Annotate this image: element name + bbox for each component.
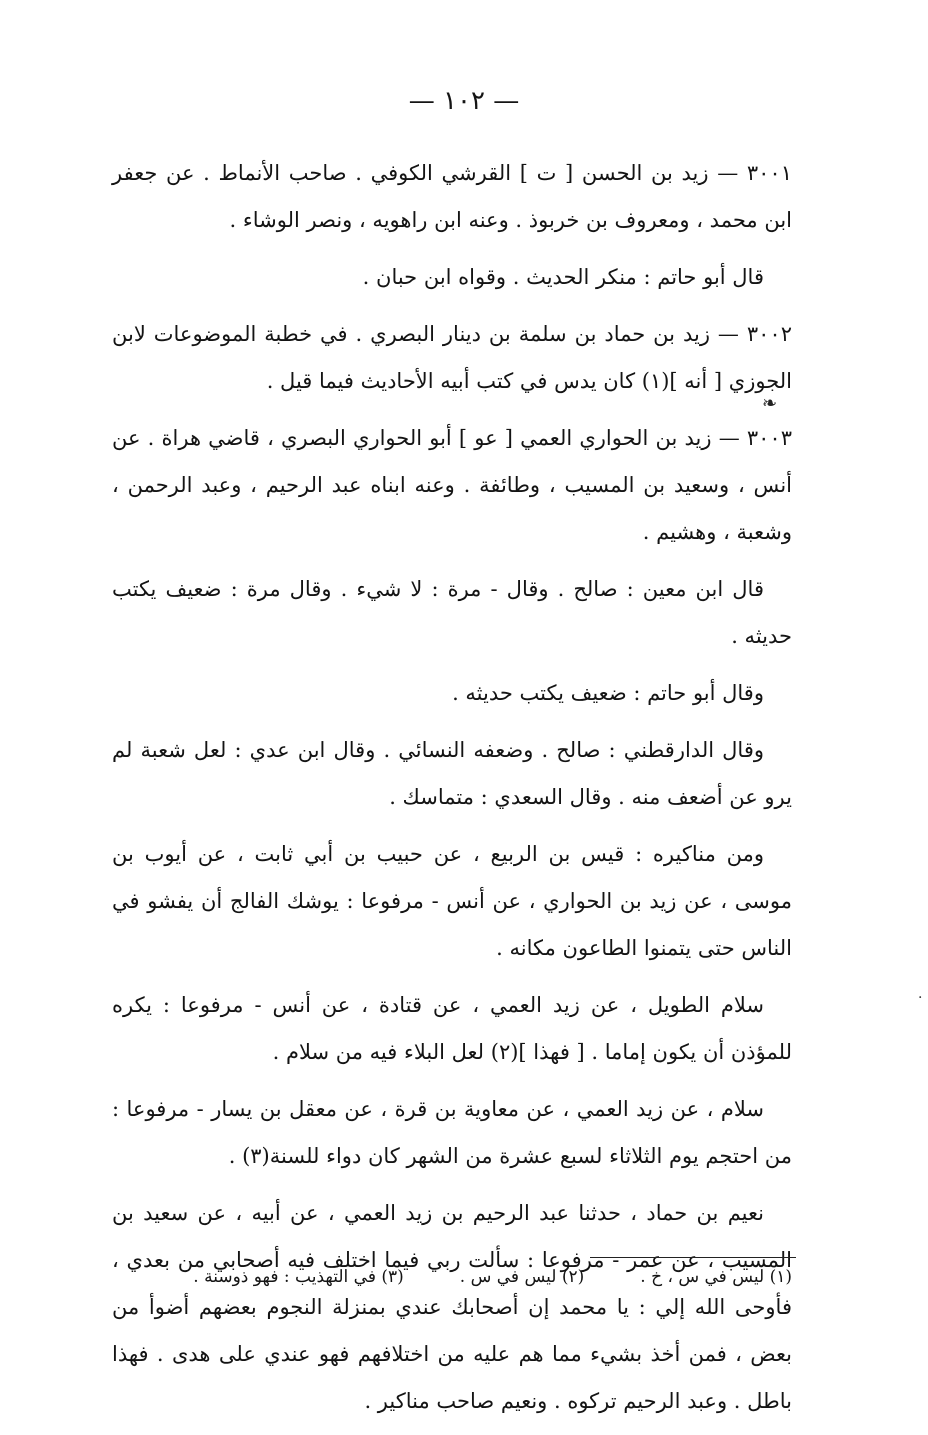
entry-3003-para: سلام ، عن زيد العمي ، عن معاوية بن قرة ، عن معقل بن يسار - مرفوعا : من احتجم يوم الثلاثاء لسبع عشرة من الشهر كان دواء للسنة(٣) . (112, 1097, 792, 1168)
margin-ornament: ❧ (762, 393, 778, 414)
footnotes (112, 1262, 792, 1292)
page-body (112, 150, 792, 1435)
entry-3003-para: وقال أبو حاتم : ضعيف يكتب حديثه . (452, 681, 764, 705)
page-number: — ١٠٢ — (408, 86, 520, 116)
footnote-3: (٣) في التهذيب : فهو ذوسنة . (193, 1267, 404, 1287)
entry-3003-para: نعيم بن حماد ، حدثنا عبد الرحيم بن زيد العمي ، عن أبيه ، عن سعيد بن المسيب ، عن عمر - مرفوعا : سألت ربي فيما اختلف فيه أصحابي من بعدي ، فأوحى الله إلي : يا محمد إن أصحابك عندي بمنزلة النجوم بعضهم أضوأ من بعض ، فمن أخذ بشيء مما هم عليه من اختلافهم فهو عندي على هدى . فهذا باطل . وعبد الرحيم تركوه . ونعيم صاحب مناكير . (112, 1201, 792, 1413)
footnote-2: (٢) ليس في س . (459, 1267, 585, 1287)
entry-3001-heading: ٣٠٠١ — زيد بن الحسن [ ت ] القرشي الكوفي . صاحب الأنماط . عن جعفر ابن محمد ، ومعروف بن خربوذ . وعنه ابن راهويه ، ونصر الوشاء . (112, 161, 792, 232)
entry-3002-heading: ٣٠٠٢ — زيد بن حماد بن سلمة بن دينار البصري . في خطبة الموضوعات لابن الجوزي [ أنه ](١) كان يدس في كتب أبيه الأحاديث فيما قيل . (112, 322, 792, 393)
entry-3003-para: قال ابن معين : صالح . وقال - مرة : لا شيء . وقال مرة : ضعيف يكتب حديثه . (112, 577, 792, 648)
footnote-1: (١) ليس في س ، خ . (640, 1267, 792, 1287)
entry-3003-para: وقال الدارقطني : صالح . وضعفه النسائي . وقال ابن عدي : لعل شعبة لم يرو عن أضعف منه . وقال السعدي : متماسك . (112, 738, 792, 809)
edge-speck: · (918, 990, 923, 1006)
entry-3001 (112, 150, 792, 301)
entry-3001-para: قال أبو حاتم : منكر الحديث . وقواه ابن حبان . (362, 265, 764, 289)
entry-3003-para: سلام الطويل ، عن زيد العمي ، عن قتادة ، عن أنس - مرفوعا : يكره للمؤذن أن يكون إماما . [ فهذا ](٢) لعل البلاء فيه من سلام . (112, 993, 792, 1064)
entry-3003-para: ومن مناكيره : قيس بن الربيع ، عن حبيب بن أبي ثابت ، عن أيوب بن موسى ، عن زيد بن الحواري ، عن أنس - مرفوعا : يوشك الفالج أن يفشو في الناس حتى يتمنوا الطاعون مكانه . (112, 842, 792, 960)
entry-3002 (112, 311, 792, 405)
entry-3003-heading: ٣٠٠٣ — زيد بن الحواري العمي [ عو ] أبو الحواري البصري ، قاضي هراة . عن أنس ، وسعيد بن المسيب ، وطائفة . وعنه ابناه عبد الرحيم ، وعبد الرحمن ، وشعبة ، وهشيم . (112, 426, 792, 544)
footnote-divider (590, 1257, 796, 1258)
